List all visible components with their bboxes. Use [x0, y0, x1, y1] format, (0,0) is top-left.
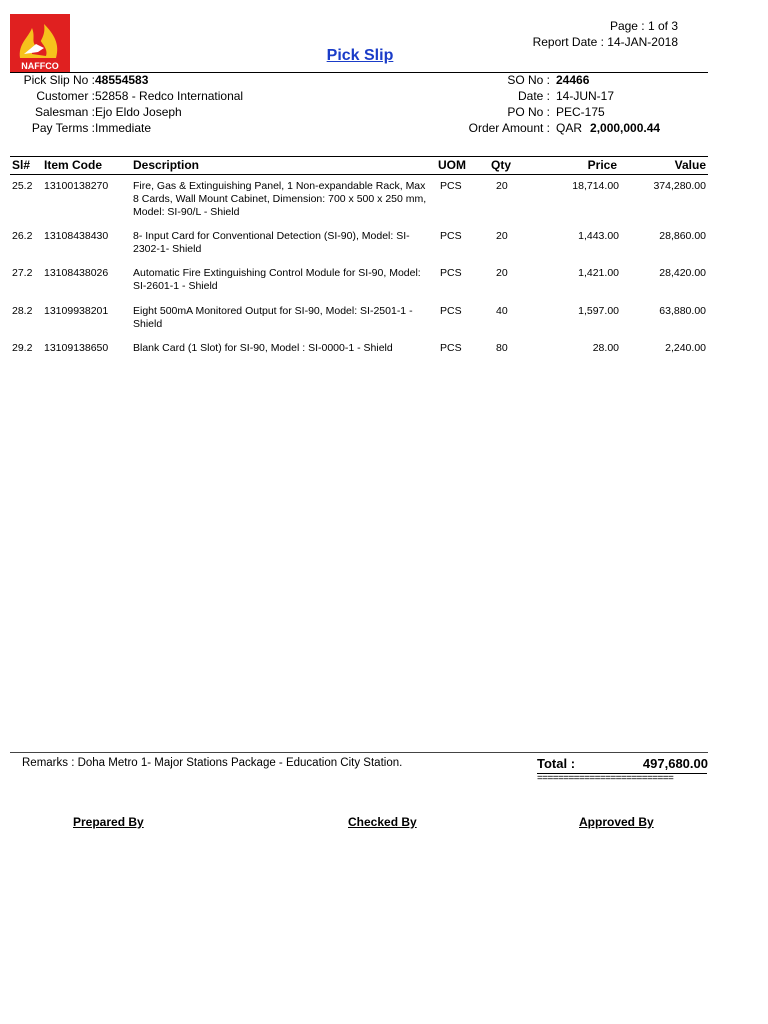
order-amount-label: Order Amount :: [468, 121, 550, 135]
so-label: SO No :: [507, 73, 550, 87]
customer-row: [0, 88, 243, 104]
row-description: Automatic Fire Extinguishing Control Module for SI-90, Model: SI-2601-1 - Shield: [133, 267, 421, 292]
table-row: [10, 180, 708, 220]
row-value: 28,420.00: [659, 267, 706, 279]
salesman-value: Ejo Eldo Joseph: [95, 105, 182, 119]
row-qty: 20: [496, 230, 508, 242]
col-qty: Qty: [491, 158, 512, 172]
row-value: 63,880.00: [659, 305, 706, 317]
report-date-label: Report Date :: [532, 35, 604, 49]
table-top-rule: [10, 156, 708, 157]
logo-text: NAFFCO: [21, 61, 59, 71]
row-sl: 27.2: [12, 267, 33, 279]
row-price: 1,443.00: [578, 230, 619, 242]
date-row: [440, 88, 660, 104]
row-sl: 29.2: [12, 342, 33, 354]
date-label: Date :: [517, 89, 550, 103]
row-item-code: 13108438026: [44, 267, 109, 279]
salesman-row: [0, 104, 243, 120]
page-info: [533, 18, 678, 50]
row-sl: 26.2: [12, 230, 33, 242]
row-value: 374,280.00: [653, 180, 706, 192]
col-uom: UOM: [438, 158, 466, 172]
table-header-rule: [10, 174, 708, 175]
row-qty: 40: [496, 305, 508, 317]
so-value: 24466: [556, 73, 590, 87]
po-row: [440, 104, 660, 120]
row-uom: PCS: [440, 180, 462, 192]
header-right: [440, 72, 660, 136]
col-price: Price: [587, 158, 617, 172]
pick-slip-label: Pick Slip No :: [23, 73, 95, 87]
row-price: 1,421.00: [578, 267, 619, 279]
order-amount-currency: QAR: [556, 121, 583, 135]
table-row: [10, 305, 708, 333]
row-description: 8- Input Card for Conventional Detection (SI-90), Model: SI-2302-1- Shield: [133, 230, 410, 255]
pay-terms-label: Pay Terms :: [31, 121, 95, 135]
document-title: Pick Slip: [326, 47, 394, 64]
pick-slip-row: [0, 72, 243, 88]
row-value: 2,240.00: [665, 342, 706, 354]
prepared-by: Prepared By: [73, 815, 144, 829]
po-label: PO No :: [507, 105, 550, 119]
row-sl: 25.2: [12, 180, 33, 192]
row-price: 1,597.00: [578, 305, 619, 317]
row-uom: PCS: [440, 305, 462, 317]
table-row: [10, 267, 708, 295]
pay-terms-value: Immediate: [95, 121, 152, 135]
total-value: 497,680.00: [642, 756, 708, 771]
col-description: Description: [133, 158, 200, 172]
page-number: Page : 1 of 3: [609, 19, 678, 33]
col-value: Value: [674, 158, 706, 172]
pay-terms-row: [0, 120, 243, 136]
row-qty: 20: [496, 267, 508, 279]
row-qty: 20: [496, 180, 508, 192]
table-header: [10, 158, 708, 174]
row-item-code: 13109938201: [44, 305, 109, 317]
total-label: Total :: [537, 756, 576, 771]
date-value: 14-JUN-17: [556, 89, 615, 103]
header-left: [0, 72, 243, 136]
so-row: [440, 72, 660, 88]
row-price: 28.00: [592, 342, 619, 354]
remarks: Remarks : Doha Metro 1- Major Stations Package - Education City Station.: [22, 757, 403, 769]
table-row: [10, 342, 708, 357]
order-amount-row: [440, 120, 660, 136]
salesman-label: Salesman :: [34, 105, 95, 119]
footer-rule: [10, 752, 708, 753]
po-value: PEC-175: [556, 105, 605, 119]
row-description: Fire, Gas & Extinguishing Panel, 1 Non-expandable Rack, Max 8 Cards, Wall Mount Cabinet, Dimension: 700 x 500 x 250 mm, Model: SI-90/L - Shield: [133, 180, 427, 218]
row-item-code: 13100138270: [44, 180, 109, 192]
report-date-value: 14-JAN-2018: [607, 35, 678, 49]
order-amount-value: 2,000,000.44: [590, 121, 661, 135]
col-item-code: Item Code: [44, 158, 103, 172]
row-qty: 80: [496, 342, 508, 354]
row-description: Eight 500mA Monitored Output for SI-90, Model: SI-2501-1 - Shield: [133, 305, 413, 330]
row-sl: 28.2: [12, 305, 33, 317]
customer-value: 52858 - Redco International: [95, 89, 244, 103]
checked-by: Checked By: [348, 815, 417, 829]
row-value: 28,860.00: [659, 230, 706, 242]
col-sl: Sl#: [12, 158, 31, 172]
row-description: Blank Card (1 Slot) for SI-90, Model : SI-0000-1 - Shield: [133, 342, 393, 354]
table-row: [10, 230, 708, 258]
report-date-row: [533, 34, 678, 50]
approved-by: Approved By: [579, 815, 654, 829]
row-uom: PCS: [440, 342, 462, 354]
row-item-code: 13108438430: [44, 230, 109, 242]
customer-label: Customer :: [36, 89, 95, 103]
row-price: 18,714.00: [572, 180, 619, 192]
pick-slip-value: 48554583: [95, 73, 149, 87]
row-uom: PCS: [440, 267, 462, 279]
row-item-code: 13109138650: [44, 342, 109, 354]
row-uom: PCS: [440, 230, 462, 242]
total-double-rule: ==========================: [537, 773, 674, 784]
